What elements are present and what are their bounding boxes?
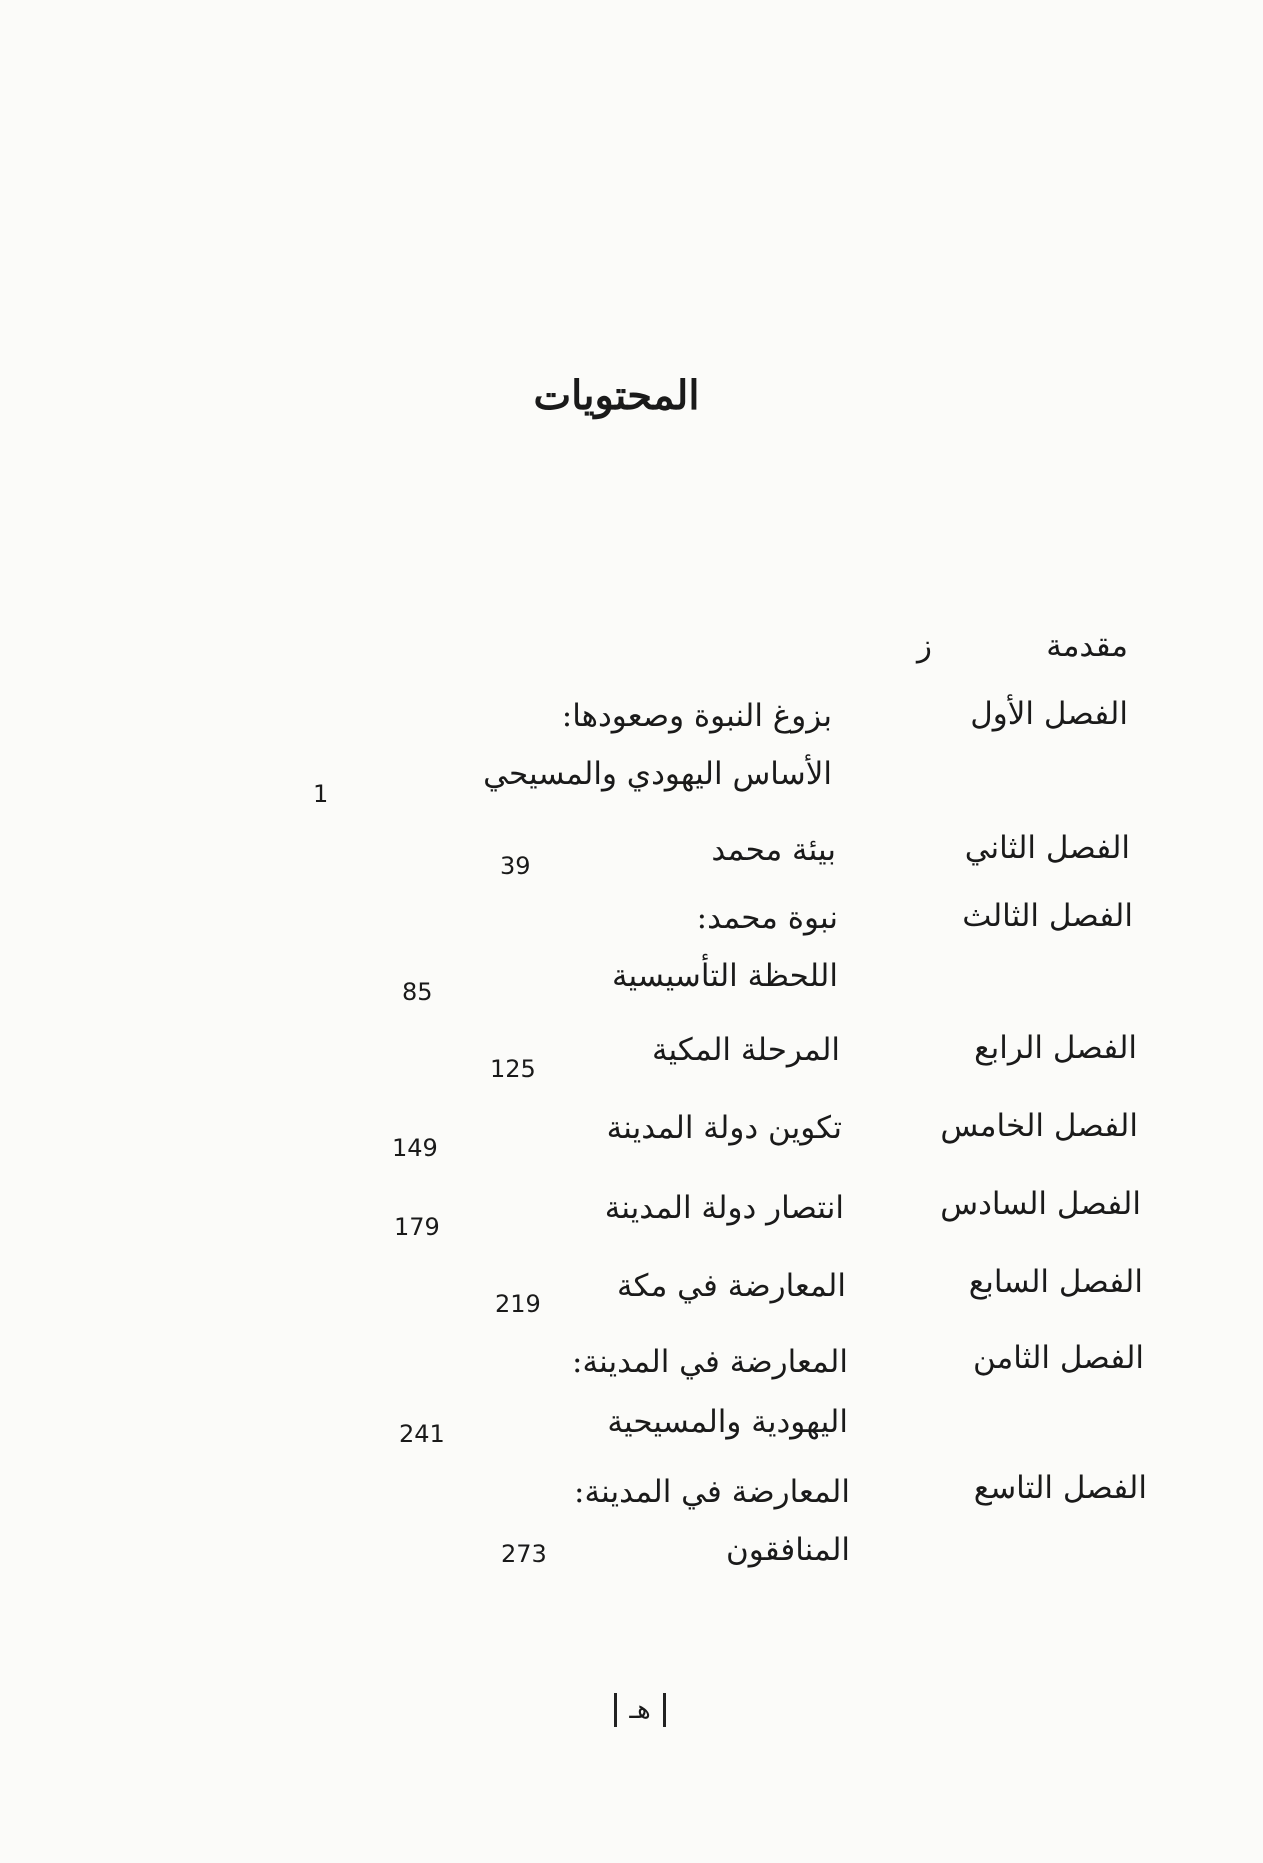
chapter-7-page: 219 [495, 1290, 541, 1318]
page-title: المحتويات [533, 372, 700, 419]
chapter-5-title-line1: تكوين دولة المدينة [606, 1110, 842, 1146]
chapter-7-title-line1: المعارضة في مكة [616, 1268, 846, 1304]
chapter-8-title-line2: اليهودية والمسيحية [607, 1404, 848, 1440]
chapter-4-label: الفصل الرابع [974, 1030, 1137, 1066]
chapter-1-title-line2: الأساس اليهودي والمسيحي [483, 756, 832, 792]
chapter-8-label: الفصل الثامن [972, 1340, 1144, 1376]
chapter-2-label: الفصل الثاني [964, 830, 1130, 866]
chapter-4-title-line1: المرحلة المكية [651, 1032, 840, 1068]
chapter-6-label: الفصل السادس [940, 1186, 1141, 1222]
chapter-3-label: الفصل الثالث [962, 898, 1133, 934]
chapter-5-label: الفصل الخامس [940, 1108, 1138, 1144]
chapter-1-title-line1: بزوغ النبوة وصعودها: [561, 698, 832, 734]
chapter-9-label: الفصل التاسع [973, 1470, 1147, 1506]
chapter-9-page: 273 [501, 1540, 547, 1568]
chapter-1-page: 1 [313, 780, 329, 808]
chapter-1-label: الفصل الأول [970, 696, 1128, 732]
chapter-5-page: 149 [392, 1134, 438, 1162]
chapter-6-title-line1: انتصار دولة المدينة [604, 1190, 844, 1226]
chapter-2-title-line1: بيئة محمد [711, 832, 836, 868]
intro-label: مقدمة [1046, 628, 1128, 664]
chapter-7-label: الفصل السابع [968, 1264, 1143, 1300]
chapter-8-page: 241 [399, 1420, 445, 1448]
chapter-8-title-line1: المعارضة في المدينة: [572, 1344, 848, 1380]
chapter-2-page: 39 [500, 852, 531, 880]
intro-page: ز [917, 628, 932, 664]
chapter-3-title-line1: نبوة محمد: [696, 900, 838, 936]
chapter-3-title-line2: اللحظة التأسيسية [611, 958, 838, 994]
page-number-footer [600, 1690, 680, 1730]
chapter-9-title-line1: المعارضة في المدينة: [574, 1474, 850, 1510]
chapter-3-page: 85 [402, 978, 433, 1006]
chapter-4-page: 125 [490, 1055, 536, 1083]
page-number: هـ [629, 1695, 651, 1725]
chapter-6-page: 179 [394, 1213, 440, 1241]
footer-bar-right [663, 1693, 666, 1727]
chapter-9-title-line2: المنافقون [725, 1532, 850, 1568]
